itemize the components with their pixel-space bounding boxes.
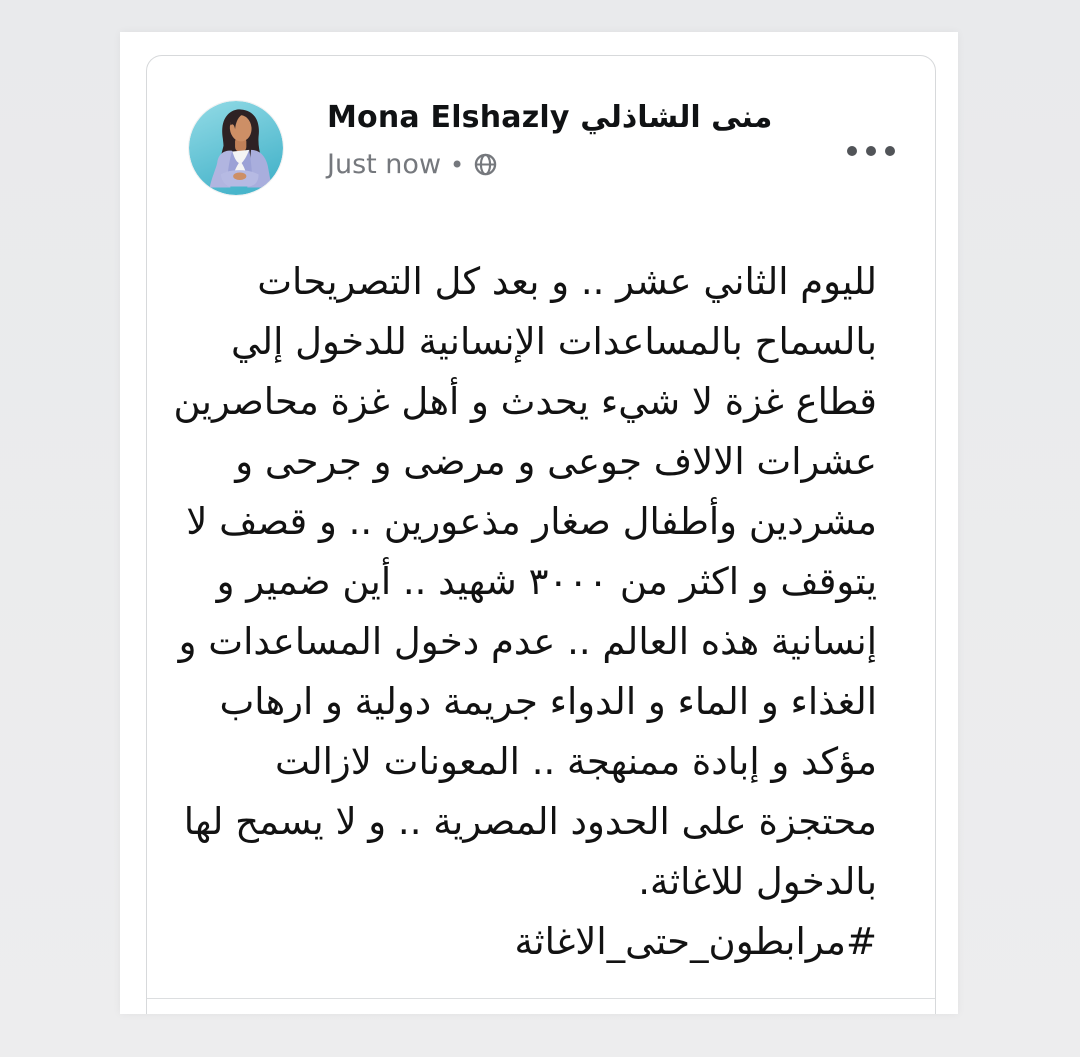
post-text-line: إنسانية هذه العالم .. عدم دخول المساعدات و: [178, 620, 877, 663]
header-text-block: [327, 100, 772, 180]
post-meta-row[interactable]: [327, 149, 772, 180]
post-text-line: لليوم الثاني عشر .. و بعد كل التصريحات: [257, 260, 877, 303]
ellipsis-dot: [847, 146, 857, 156]
post-text-line: يتوقف و اكثر من ٣٠٠٠ شهيد .. أين ضمير و: [216, 560, 877, 603]
post-text-line: محتجزة على الحدود المصرية .. و لا يسمح لها: [183, 800, 877, 843]
post-text-line: مؤكد و إبادة ممنهجة .. المعونات لازالت: [275, 740, 877, 783]
post-text-line: بالدخول للاغاثة.: [638, 860, 877, 903]
post-text-line: عشرات الالاف جوعى و مرضى و جرحى و: [235, 440, 877, 483]
post-text-line: بالسماح بالمساعدات الإنسانية للدخول إلي: [230, 320, 877, 363]
hashtag-link[interactable]: #مرابطون_حتى_الاغاثة: [514, 920, 877, 963]
ellipsis-dot: [866, 146, 876, 156]
author-name[interactable]: Mona Elshazly منى الشاذلي: [327, 100, 773, 135]
facebook-post-card: [146, 55, 936, 1014]
post-footer-divider: [147, 998, 935, 999]
post-header: [147, 56, 935, 216]
post-text-line: الغذاء و الماء و الدواء جريمة دولية و ارهاب: [219, 680, 877, 723]
post-text-line: قطاع غزة لا شيء يحدث و أهل غزة محاصرين: [173, 380, 877, 423]
more-options-button[interactable]: [839, 136, 903, 166]
globe-icon: [473, 152, 498, 177]
screenshot-sheet: [120, 32, 958, 1014]
ellipsis-dot: [885, 146, 895, 156]
profile-photo-avatar[interactable]: [189, 101, 283, 195]
timestamp[interactable]: Just now: [327, 149, 442, 180]
post-text-line: مشردين وأطفال صغار مذعورين .. و قصف لا: [186, 500, 877, 543]
meta-separator-dot: •: [450, 150, 465, 179]
avatar-illustration: [189, 101, 283, 195]
post-text-body: [173, 252, 877, 972]
